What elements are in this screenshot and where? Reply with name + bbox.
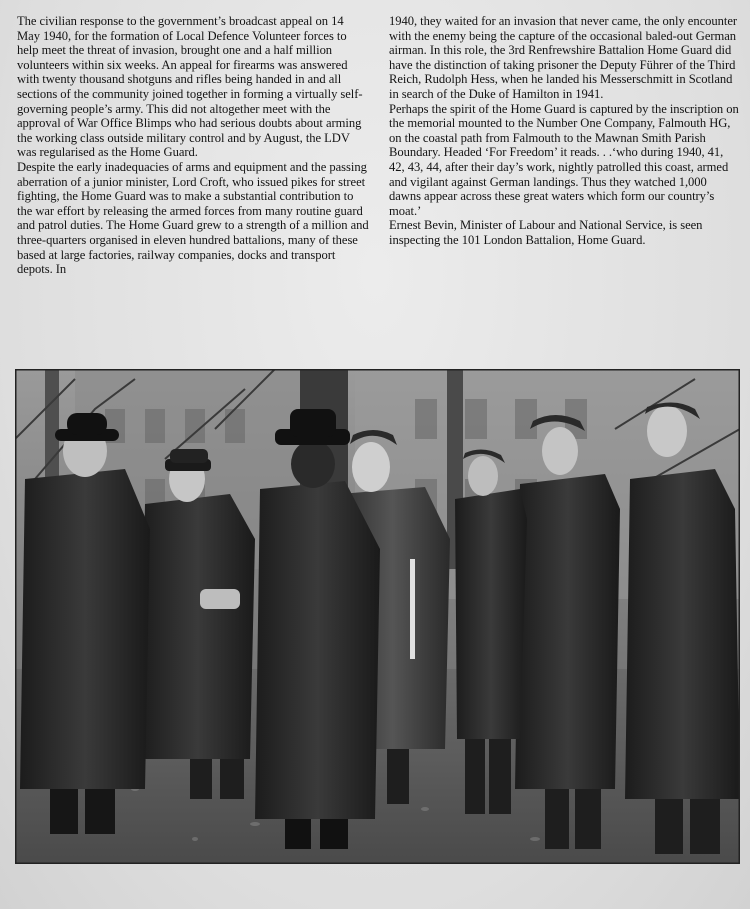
photo-caption: Ernest Bevin, Minister of Labour and National Service, is seen inspecting the 101 London Battalion, Home Guard. [389, 218, 703, 247]
paragraph-invasion-wait: 1940, they waited for an invasion that never came, the only encounter with the enemy being the capture of the occasional baled-out German airman. In this role, the 3rd Renfrewshire Battalion Home Guard did have the distinction of taking prisoner the Deputy Führer of the Third Reich, Rudolph Hess, when he landed his Messerschmitt in Scotland in search of the Duke of Hamilton in 1941. [389, 14, 738, 101]
paragraph-ldv-appeal: The civilian response to the government’s broadcast appeal on 14 May 1940, for the formation of Local Defence Volunteer forces to help meet the threat of invasion, brought one and a half million volunteers within six weeks. An appeal for firearms was answered with twenty thousand shotguns and rifles being handed in and all sections of the community joined together in forming a virtually self-governing people’s army. This did not altogether meet with the approval of War Office Blimps who had serious doubts about arming the working class outside military control and by August, the LDV was regularised as the Home Guard. [17, 14, 363, 160]
paragraph-home-guard-contribution: Despite the early inadequacies of arms and equipment and the passing aberration of a junior minister, Lord Croft, who issued pikes for street fighting, the Home Guard was to make a substantial contribution to the war effort by releasing the armed forces from many routine guard and patrol duties. The Home Guard grew to a strength of a million and three-quarters organised in eleven hundred battalions, many of these based at large factories, railway companies, docks and transport depots. In [17, 159, 369, 277]
text-column-left [17, 14, 369, 277]
text-column-right [389, 14, 739, 248]
paragraph-falmouth-memorial: Perhaps the spirit of the Home Guard is captured by the inscription on the memorial mounted to the Number One Company, Falmouth HG, on the coastal path from Falmouth to the Mawnan Smith Parish Boundary. Headed ‘For Freedom’ it reads. . .‘who during 1940, 41, 42, 43, 44, after their day’s work, nightly patrolled this coast, armed and vigilant against German landings. Thus they watched 1,000 dawns appear across these great waters which form our country’s moat.’ [389, 101, 739, 218]
photo-illustration [15, 369, 740, 864]
inspection-photograph [15, 369, 740, 864]
